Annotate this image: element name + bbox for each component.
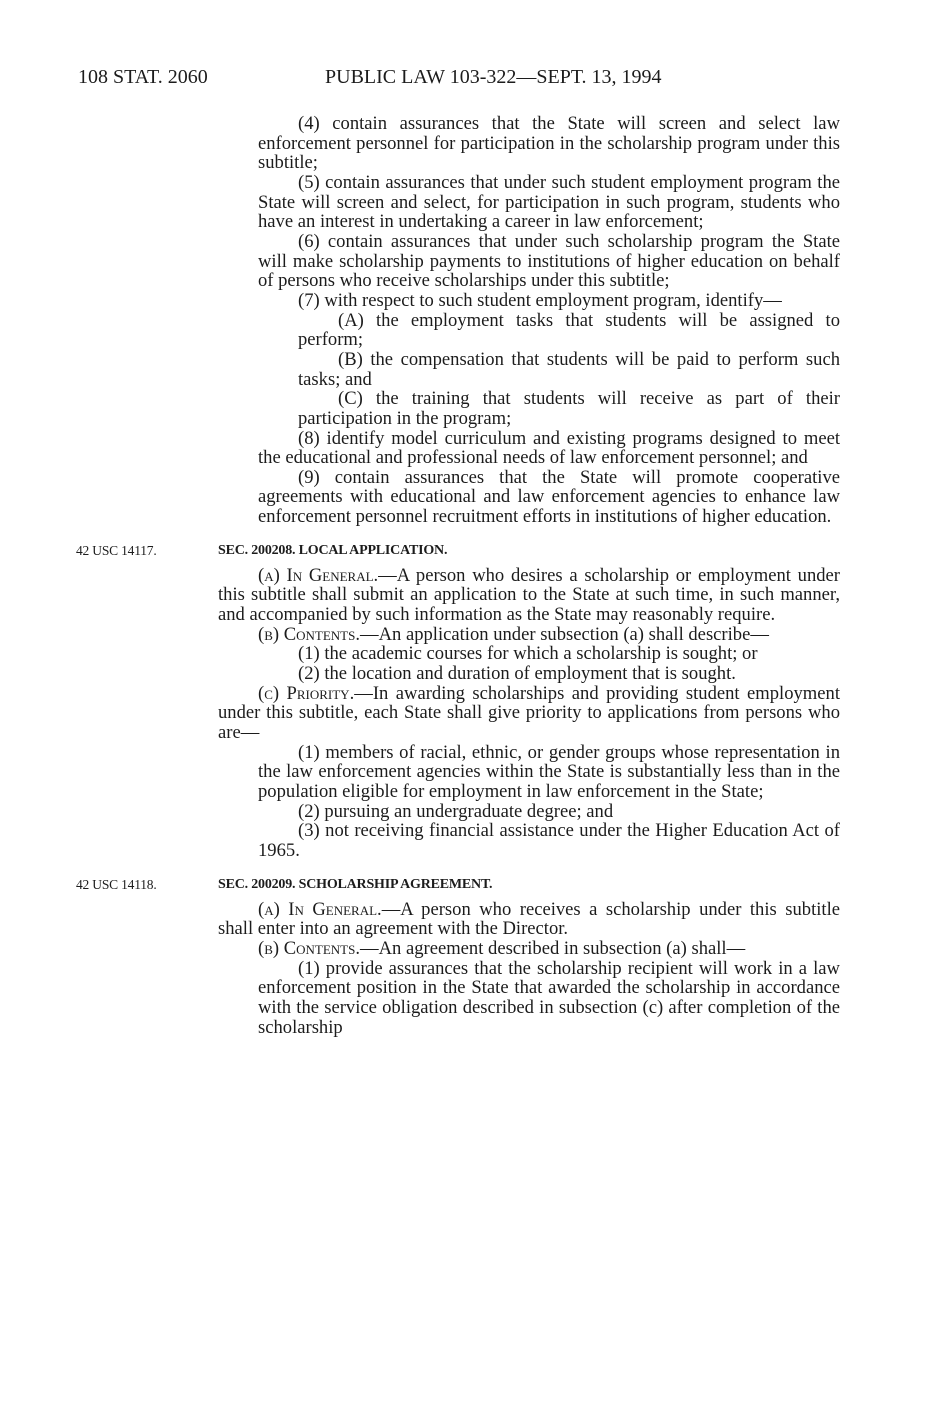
usc-citation: 42 USC 14118. bbox=[76, 876, 157, 892]
usc-citation: 42 USC 14117. bbox=[76, 542, 157, 558]
subsection-label: (b) Contents. bbox=[258, 623, 360, 645]
section-200208-heading bbox=[76, 541, 840, 560]
paragraph-4: (4) contain assurances that the State will screen and select law enforcement personnel for participation in the scholarship program under this subtitle; bbox=[258, 113, 840, 174]
subsection-label: (a) In General. bbox=[258, 898, 382, 920]
paragraph-c2: (2) pursuing an undergraduate degree; and bbox=[298, 800, 614, 822]
paragraph-7: (7) with respect to such student employment program, identify— bbox=[298, 289, 782, 311]
paragraph-5: (5) contain assurances that under such student employment program the State will screen and select, for participation in such program, students who have an interest in undertaking a career in law enforcement; bbox=[258, 171, 840, 233]
subsection-text: —In awarding scholarships and providing student employment under this subtitle, each State shall give priority to applications from persons who are— bbox=[218, 682, 840, 744]
paragraph-b2: (2) the location and duration of employment that is sought. bbox=[298, 663, 736, 685]
subsection-label: (a) In General. bbox=[258, 564, 379, 586]
paragraph-c3: (3) not receiving financial assistance under the Higher Education Act of 1965. bbox=[258, 820, 840, 861]
body-text bbox=[76, 113, 840, 1038]
running-header bbox=[78, 66, 878, 92]
section-200209-heading bbox=[76, 875, 840, 894]
law-title: PUBLIC LAW 103-322—SEPT. 13, 1994 bbox=[325, 66, 662, 88]
paragraph-9: (9) contain assurances that the State will promote cooperative agreements with educational and law enforcement agencies to enhance law enforcement personnel recruitment efforts in institutions of higher education. bbox=[258, 466, 840, 528]
subsection-label: (b) Contents. bbox=[258, 937, 360, 959]
subsection-a bbox=[218, 900, 840, 939]
section-title: SEC. 200209. SCHOLARSHIP AGREEMENT. bbox=[218, 876, 493, 892]
subsection-c bbox=[218, 684, 840, 743]
subsection-b bbox=[218, 625, 840, 645]
section-title: SEC. 200208. LOCAL APPLICATION. bbox=[218, 542, 448, 558]
subsection-label: (c) Priority. bbox=[258, 682, 355, 704]
subsection-b bbox=[218, 939, 840, 959]
paragraph-b1: (1) the academic courses for which a scholarship is sought; or bbox=[298, 643, 758, 665]
subsection-text: —A person who desires a scholarship or employment under this subtitle shall submit an application to the State at such time, in such manner, and accompanied by such information as the State may reasonably require. bbox=[218, 564, 840, 626]
paragraph-b1: (1) provide assurances that the scholarship recipient will work in a law enforcement position in the State that awarded the scholarship in accordance with the service obligation described in subsection (c) after completion of the scholarship bbox=[258, 957, 840, 1038]
paragraph-8: (8) identify model curriculum and existing programs designed to meet the educational and professional needs of law enforcement personnel; and bbox=[258, 427, 840, 469]
paragraph-c1: (1) members of racial, ethnic, or gender groups whose representation in the law enforcement agencies within the State is substantially less than in the population eligible for employment in law enforcement in the State; bbox=[258, 741, 840, 802]
subsection-text: —A person who receives a scholarship under this subtitle shall enter into an agreement with the Director. bbox=[218, 898, 840, 940]
paragraph-7c: (C) the training that students will receive as part of their participation in the program; bbox=[298, 388, 840, 429]
subsection-text: —An agreement described in subsection (a) shall— bbox=[359, 937, 746, 959]
subsection-text: —An application under subsection (a) shall describe— bbox=[359, 623, 769, 645]
paragraph-6: (6) contain assurances that under such scholarship program the State will make scholarship payments to institutions of higher education on behalf of persons who receive scholarships under this subtitle; bbox=[258, 230, 840, 292]
paragraph-7b: (B) the compensation that students will be paid to perform such tasks; and bbox=[298, 348, 840, 390]
paragraph-7a: (A) the employment tasks that students will be assigned to perform; bbox=[298, 309, 840, 351]
subsection-a bbox=[218, 566, 840, 625]
page-number: 108 STAT. 2060 bbox=[78, 66, 208, 88]
